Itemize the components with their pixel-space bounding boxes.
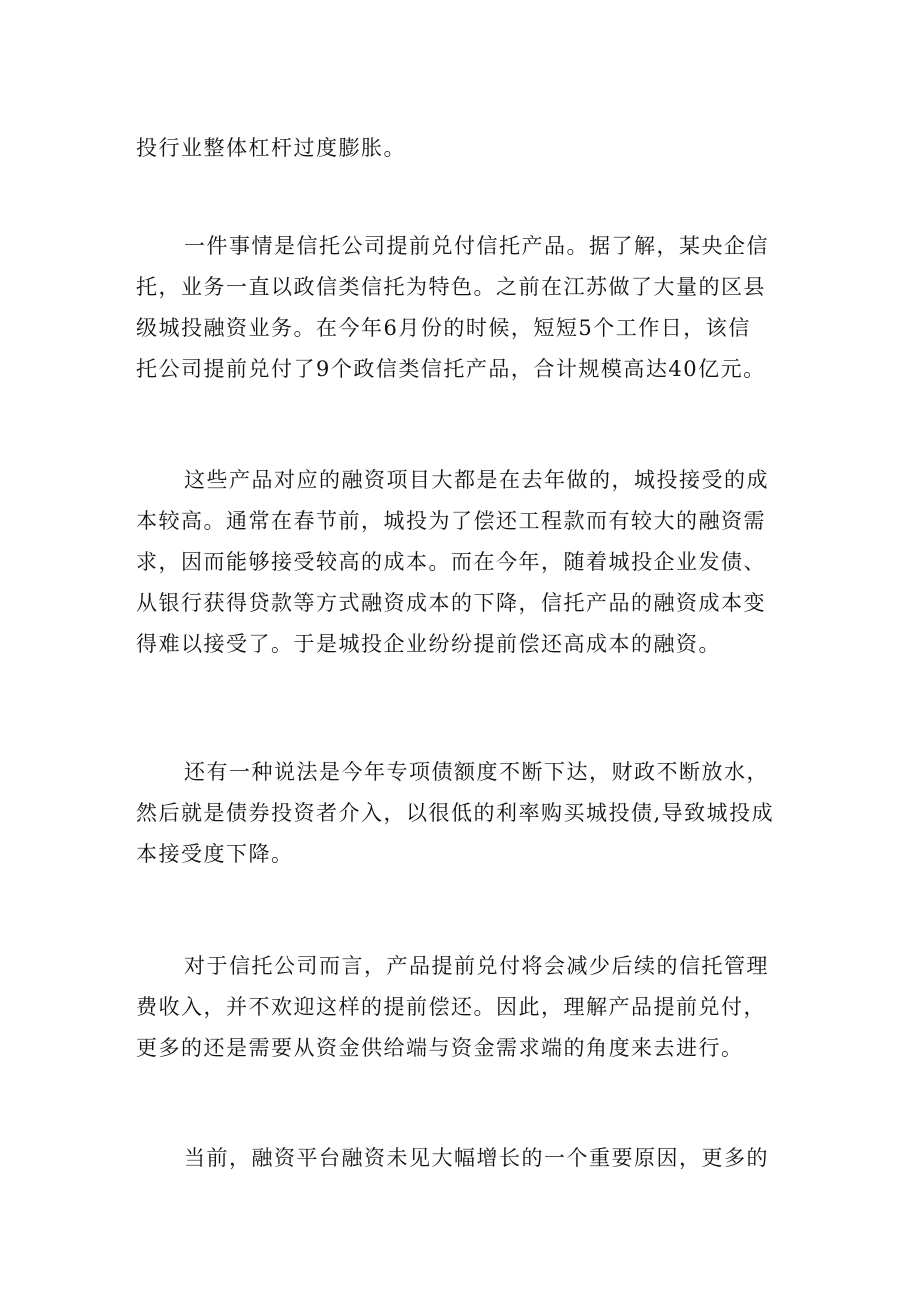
text-line: 费收入，并不欢迎这样的提前偿还。因此，理解产品提前兑付， xyxy=(136,995,766,1019)
text-line: 一件事情是信托公司提前兑付信托产品。据了解，某央企信 xyxy=(184,234,769,258)
paragraph-6 xyxy=(136,1138,816,1179)
text-line: 托公司提前兑付了9个政信类信托产品，合计规模高达40亿元。 xyxy=(136,357,766,381)
text-line: 对于信托公司而言，产品提前兑付将会减少后续的信托管理 xyxy=(184,954,769,978)
paragraph-1 xyxy=(136,128,816,169)
text-line: 当前，融资平台融资未见大幅增长的一个重要原因，更多的 xyxy=(184,1146,769,1170)
text-line: 级城投融资业务。在今年6月份的时候，短短5个工作日，该信 xyxy=(136,316,751,340)
text-line: 还有一种说法是今年专项债额度不断下达，财政不断放水， xyxy=(184,760,769,784)
paragraph-4 xyxy=(136,752,816,875)
paragraph-2 xyxy=(136,226,816,390)
text-line: 得难以接受了。于是城投企业纷纷提前偿还高成本的融资。 xyxy=(136,632,721,656)
text-line: 本较高。通常在春节前，城投为了偿还工程款而有较大的融资需 xyxy=(136,509,766,533)
paragraph-3 xyxy=(136,460,816,665)
paragraph-5 xyxy=(136,946,816,1069)
text-line: 求，因而能够接受较高的成本。而在今年，随着城投企业发债、 xyxy=(136,550,766,574)
text-line: 托，业务一直以政信类信托为特色。之前在江苏做了大量的区县 xyxy=(136,275,766,299)
text-line: 从银行获得贷款等方式融资成本的下降，信托产品的融资成本变 xyxy=(136,591,766,615)
text-line: 然后就是债券投资者介入，以很低的利率购买城投债,导致城投成 xyxy=(136,801,775,825)
text-line: 本接受度下降。 xyxy=(136,842,294,866)
text-line: 这些产品对应的融资项目大都是在去年做的，城投接受的成 xyxy=(184,468,769,492)
text-line: 投行业整体杠杆过度膨胀。 xyxy=(136,136,406,160)
text-line: 更多的还是需要从资金供给端与资金需求端的角度来去进行。 xyxy=(136,1036,744,1060)
